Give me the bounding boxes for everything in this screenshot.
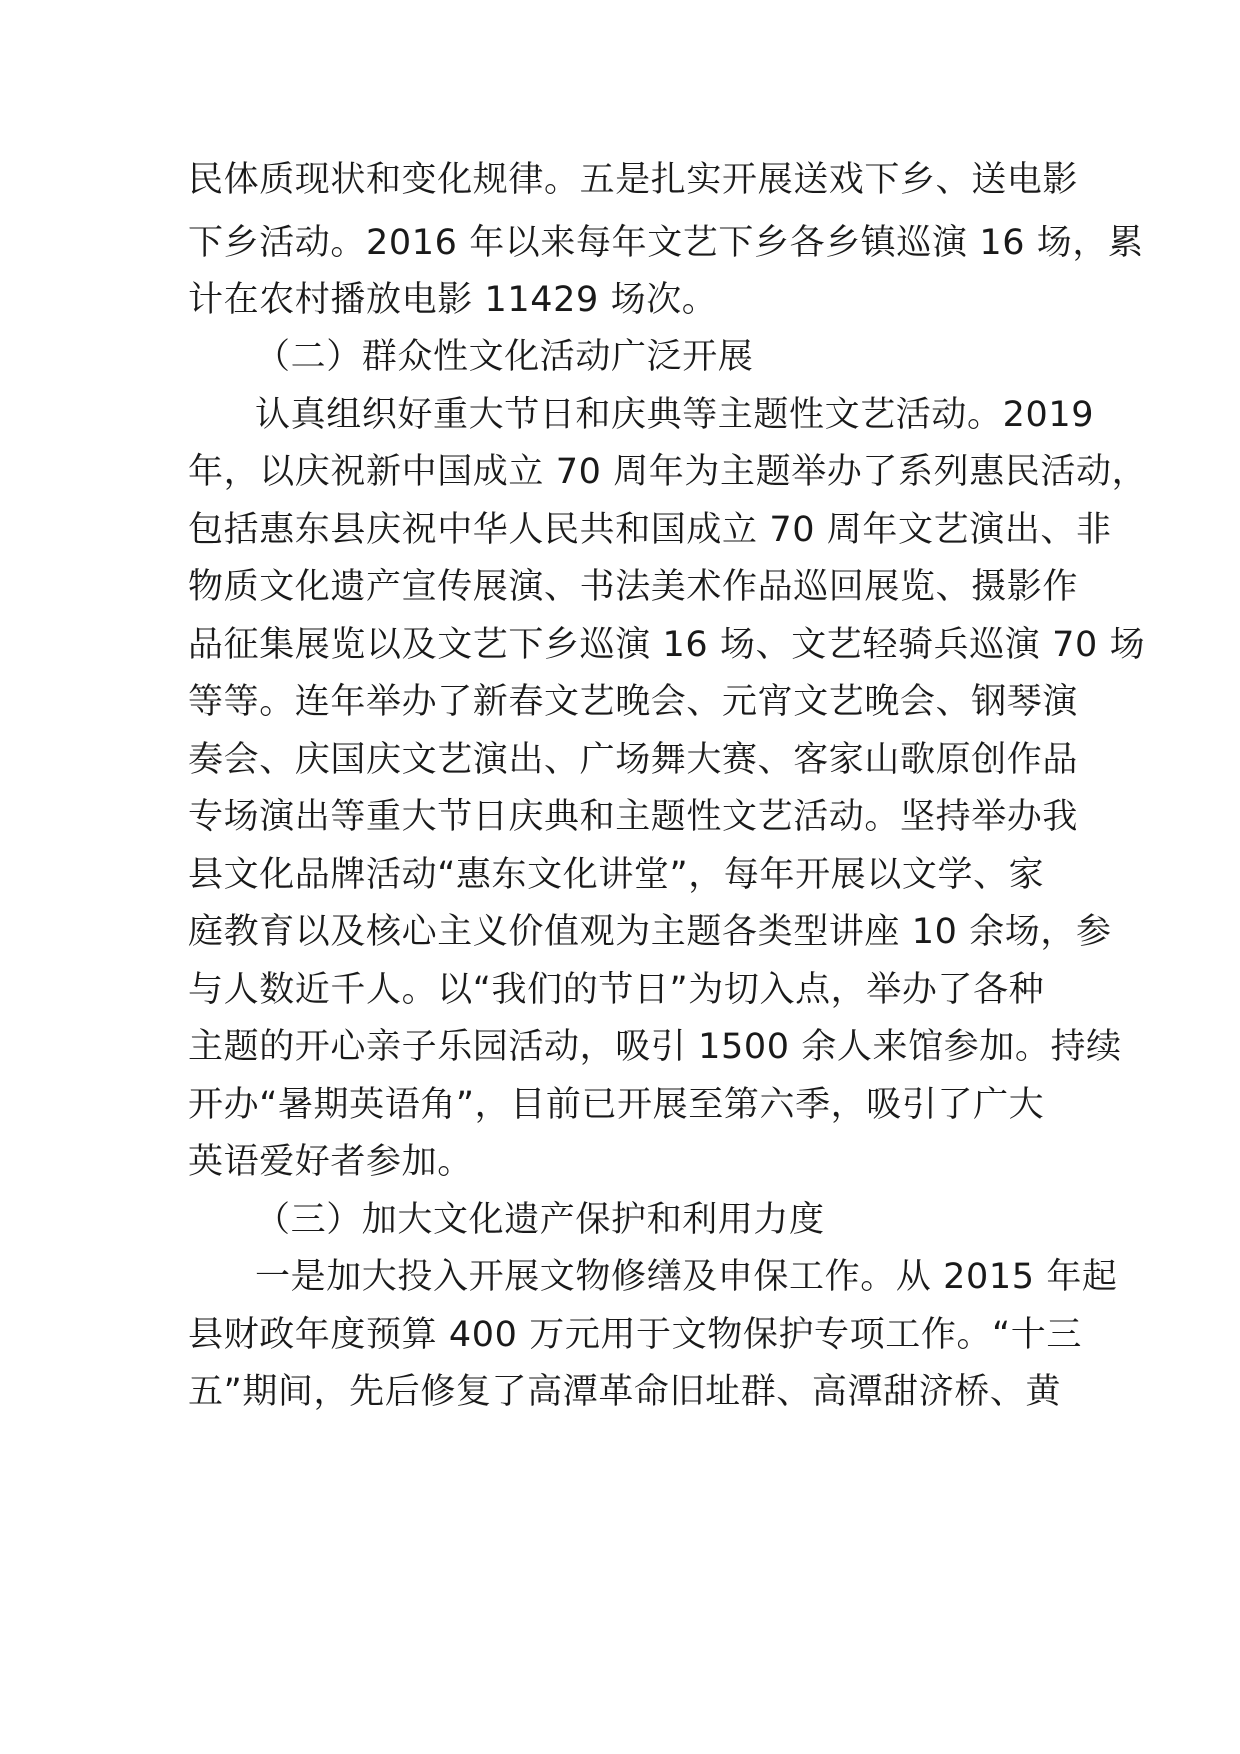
text-line: 主题的开心亲子乐园活动，吸引 1500 余人来馆参加。持续 <box>188 1027 1122 1067</box>
section-heading: （三）加大文化遗产保护和利用力度 <box>255 1200 825 1240</box>
text-line: 庭教育以及核心主义价值观为主题各类型讲座 10 余场，参 <box>188 912 1112 952</box>
text-line: 五”期间，先后修复了高潭革命旧址群、高潭甜济桥、黄 <box>188 1372 1062 1412</box>
text-line: 包括惠东县庆祝中华人民共和国成立 70 周年文艺演出、非 <box>188 510 1112 550</box>
text-line: 英语爱好者参加。 <box>188 1142 473 1182</box>
text-line: 品征集展览以及文艺下乡巡演 16 场、文艺轻骑兵巡演 70 场 <box>188 625 1146 665</box>
text-line: 专场演出等重大节日庆典和主题性文艺活动。坚持举办我 <box>188 797 1079 837</box>
paragraph-first-line: 一是加大投入开展文物修缮及申保工作。从 2015 年起 <box>255 1257 1118 1297</box>
text-line: 物质文化遗产宣传展演、书法美术作品巡回展览、摄影作 <box>188 567 1079 607</box>
text-line: 县文化品牌活动“惠东文化讲堂”，每年开展以文学、家 <box>188 855 1045 895</box>
text-line: 民体质现状和变化规律。五是扎实开展送戏下乡、送电影 <box>188 160 1079 200</box>
text-line: 下乡活动。2016 年以来每年文艺下乡各乡镇巡演 16 场，累 <box>188 223 1144 263</box>
text-line: 开办“暑期英语角”，目前已开展至第六季，吸引了广大 <box>188 1085 1045 1125</box>
text-line: 等等。连年举办了新春文艺晚会、元宵文艺晚会、钢琴演 <box>188 682 1079 722</box>
paragraph-first-line: 认真组织好重大节日和庆典等主题性文艺活动。2019 <box>255 395 1095 435</box>
text-line: 年，以庆祝新中国成立 70 周年为主题举办了系列惠民活动， <box>188 452 1148 492</box>
text-line: 计在农村播放电影 11429 场次。 <box>188 280 718 320</box>
text-line: 县财政年度预算 400 万元用于文物保护专项工作。“十三 <box>188 1315 1082 1355</box>
section-heading: （二）群众性文化活动广泛开展 <box>255 337 754 377</box>
text-line: 奏会、庆国庆文艺演出、广场舞大赛、客家山歌原创作品 <box>188 740 1079 780</box>
text-line: 与人数近千人。以“我们的节日”为切入点，举办了各种 <box>188 970 1045 1010</box>
